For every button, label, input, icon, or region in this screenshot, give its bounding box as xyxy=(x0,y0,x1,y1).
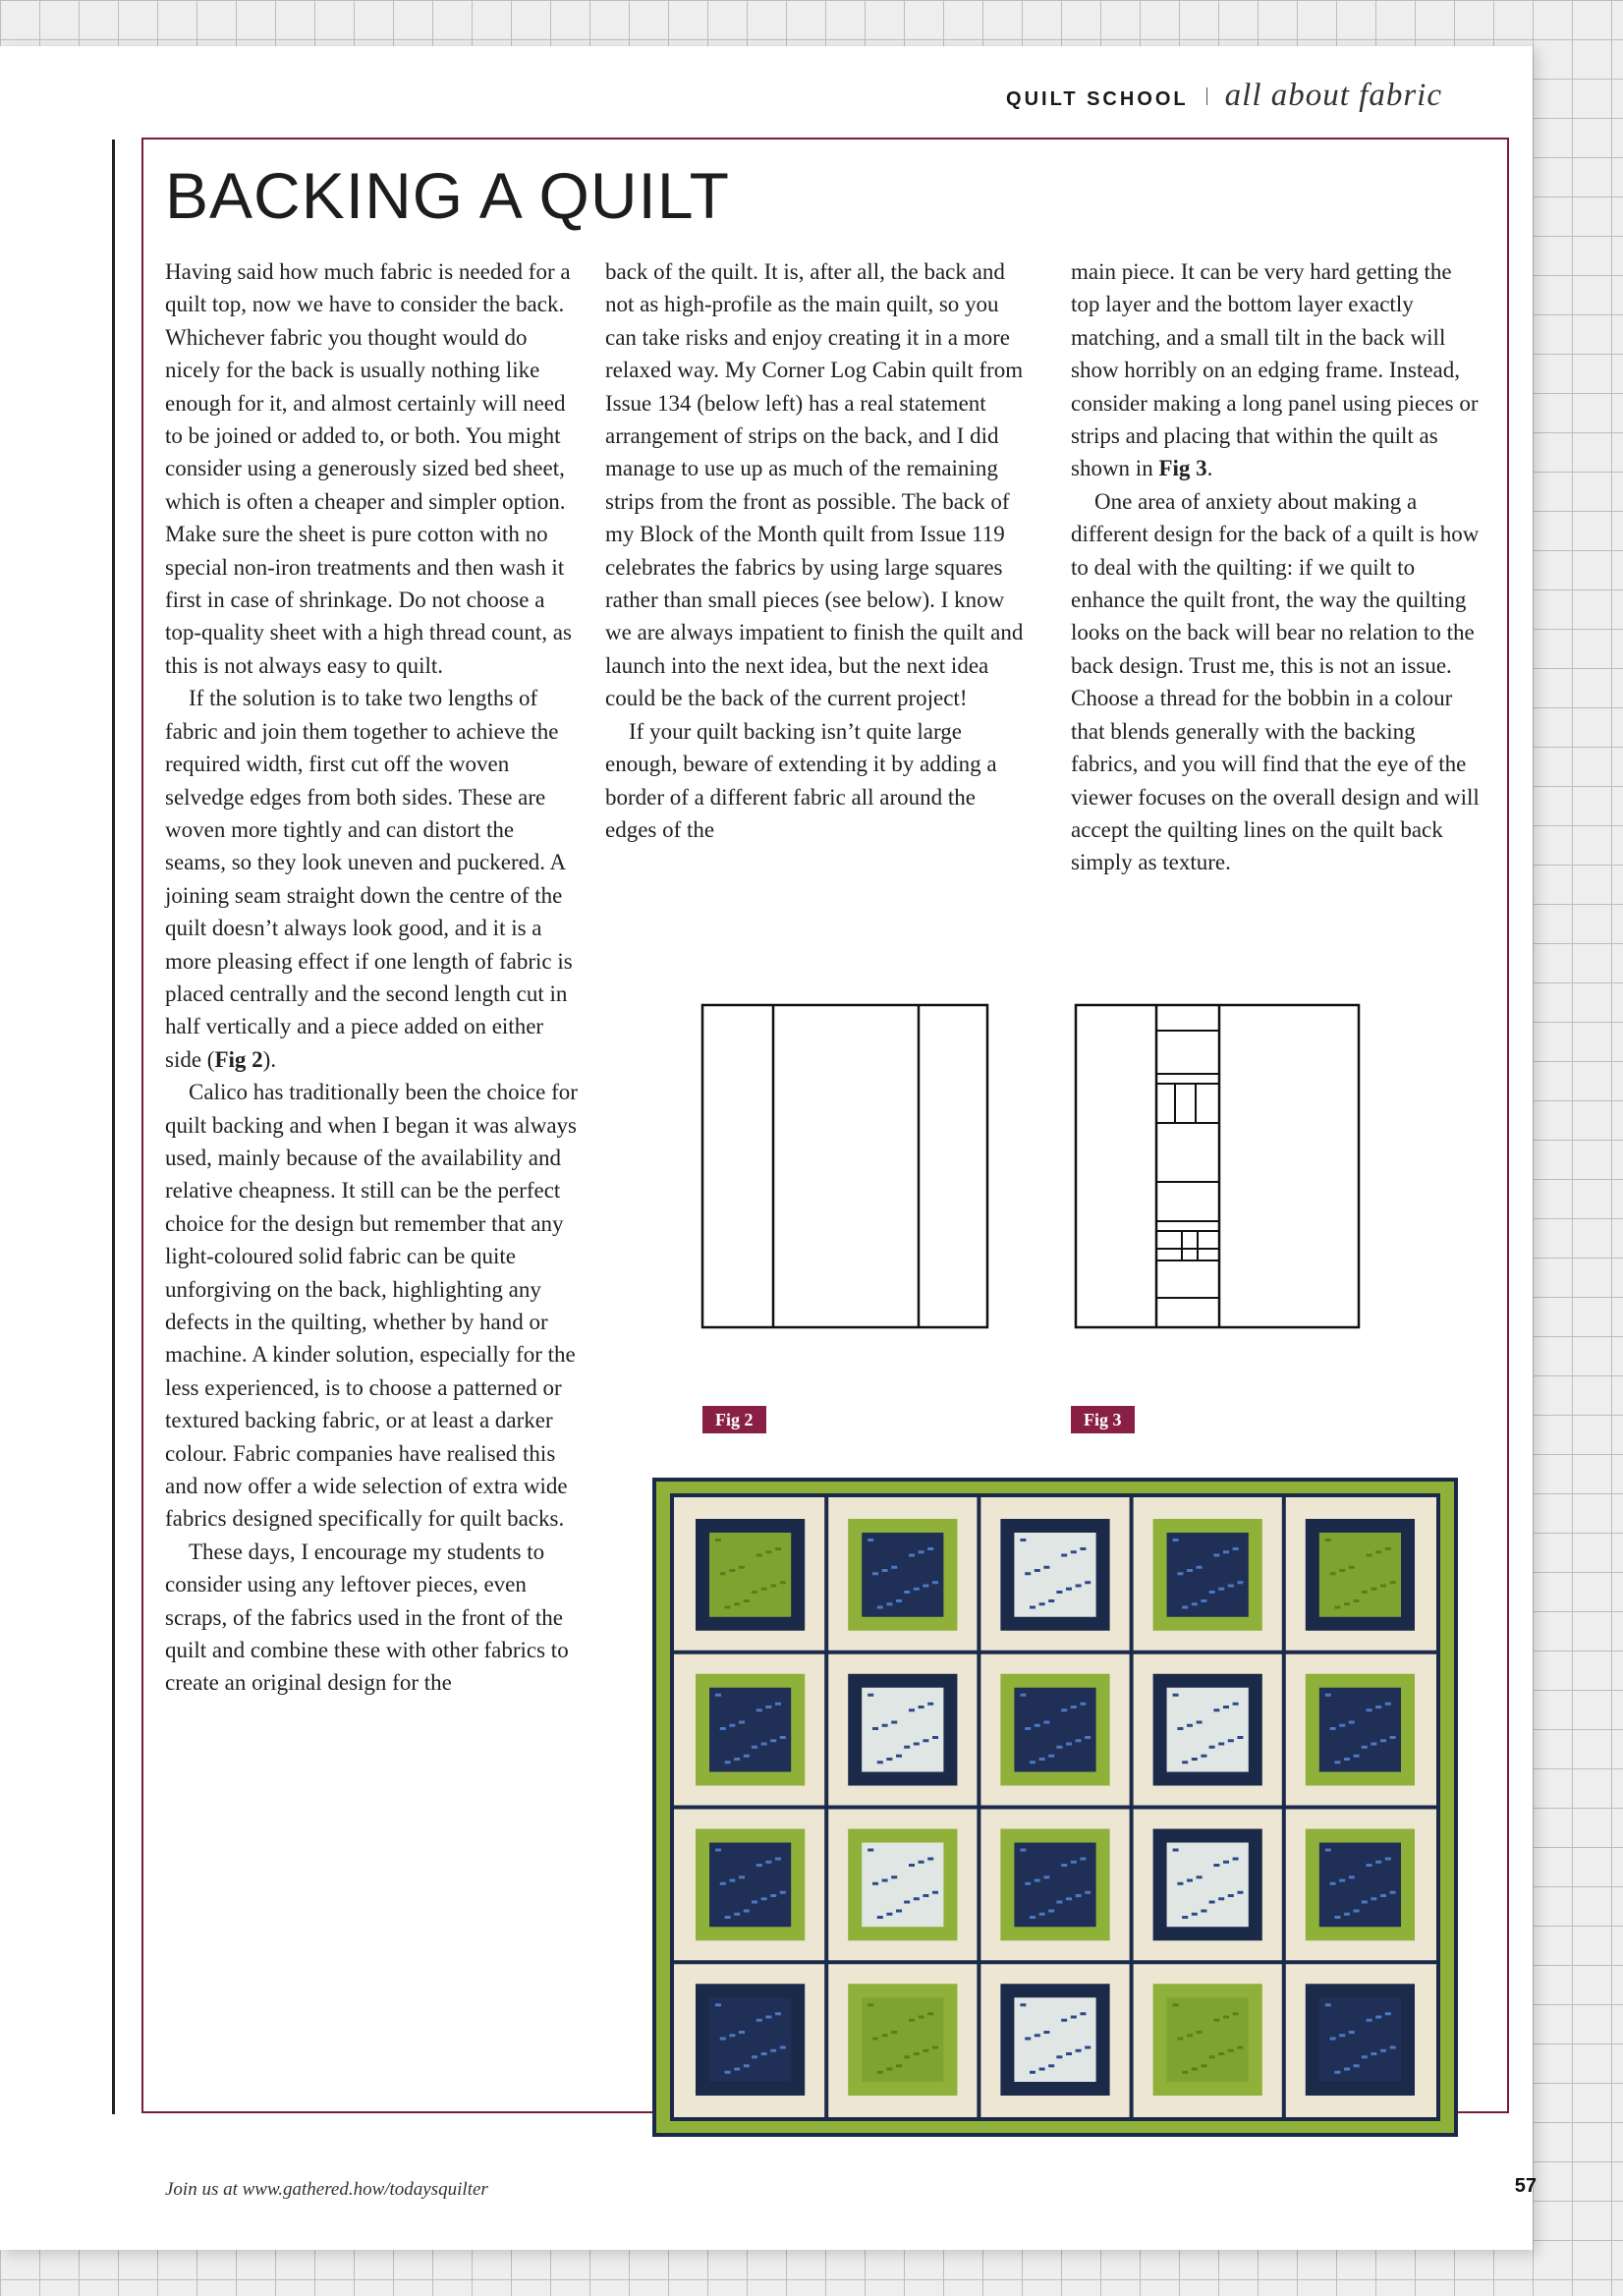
footer-tagline: Join us at www.gathered.how/todaysquilter xyxy=(165,2179,488,2200)
text-column-3 xyxy=(1071,255,1483,879)
left-margin-rule xyxy=(112,140,115,2114)
paragraph: Having said how much fabric is needed for a quilt top, now we have to consider the back. Whichever fabric you thought would do nicely for the back is usually nothing like enough for it, and almost certainly will need to be joined or added to, or both. You might consider using a generously sized bed sheet, which is often a cheaper and simpler option. Make sure the sheet is pure cotton with no special non-iron treatments and then wash it first in case of shrinkage. Do not choose a top-quality sheet with a high thread count, as this is not always easy to quilt. xyxy=(165,259,572,678)
paragraph: If the solution is to take two lengths of fabric and join them together to achieve the required width, first cut off the woven selvedge edges from both sides. These are woven more tightly and can distort the seams, so they look uneven and puckered. A joining seam straight down the centre of the quilt doesn’t always look good, and it is a more pleasing effect if one length of fabric is placed centrally and the second length cut in half vertically and a piece added on either side (Fig 2). xyxy=(165,686,573,1072)
paragraph: Calico has traditionally been the choice for quilt backing and when I began it was always used, mainly because of the availability and relative cheapness. It still can be the perfect choice for the design but remember that any light-coloured solid fabric can be quite unforgiving on the back, highlighting any defects in the quilting, whether by hand or machine. A kinder solution, especially for the less experienced, is to choose a patterned or textured backing fabric, or at least a darker colour. Fabric companies have realised this and now offer a wide selection of extra wide fabrics designed specifically for quilt backs. xyxy=(165,1080,578,1532)
fig-2-label: Fig 2 xyxy=(702,1406,766,1433)
fig-2-diagram xyxy=(700,1003,989,1329)
quilt-sashing-line xyxy=(674,1960,1436,1964)
quilt-back-photo xyxy=(652,1478,1458,2137)
page-number: 57 xyxy=(1514,2175,1537,2197)
paragraph: If your quilt backing isn’t quite large enough, beware of extending it by adding a border of a different fabric all around the edges of the xyxy=(605,718,997,842)
fig-3-diagram xyxy=(1074,1003,1361,1329)
quilt-sashing-line xyxy=(674,1651,1436,1654)
text-column-1 xyxy=(165,255,578,1700)
fig-3-label: Fig 3 xyxy=(1071,1406,1135,1433)
paragraph: These days, I encourage my students to consider using any leftover pieces, even scraps, of the fabrics used in the front of the quilt and combine these with other fabrics to create an original design for the xyxy=(165,1539,569,1696)
section-topic: all about fabric xyxy=(1224,78,1442,113)
section-name: QUILT SCHOOL xyxy=(1006,88,1189,110)
fig-3-reference: Fig 3 xyxy=(1158,456,1207,481)
paragraph: back of the quilt. It is, after all, the back and not as high-profile as the main quilt, so you can take risks and enjoy creating it in a more relaxed way. My Corner Log Cabin quilt from Issue 134 (below left) has a real statement arrangement of strips on the back, and I did manage to use up as much of the remaining strips from the front as possible. The back of my Block of the Month quilt from Issue 119 celebrates the fabrics by using large squares rather than small pieces (see below). I know we are always impatient to finish the quilt and launch into the next idea, but the next idea could be the back of the current project! xyxy=(605,259,1024,711)
paragraph: One area of anxiety about making a different design for the back of a quilt is how to deal with the quilting: if we quilt to enhance the quilt front, the way the quilting looks on the back will bear no relation to the back design. Trust me, this is not an issue. Choose a thread for the bobbin in a colour that blends generally with the backing fabrics, and you will find that the eye of the viewer focuses on the overall design and will accept the quilting lines on the quilt back simply as texture. xyxy=(1071,488,1480,875)
quilt-illustration xyxy=(652,1478,1458,2137)
article-title: BACKING A QUILT xyxy=(165,159,730,232)
text-column-2 xyxy=(605,255,1024,846)
fig-2-reference: Fig 2 xyxy=(214,1046,263,1072)
header-divider xyxy=(1206,87,1207,105)
quilt-sashing-line xyxy=(674,1806,1436,1810)
running-header xyxy=(1006,78,1442,114)
paragraph: main piece. It can be very hard getting the top layer and the bottom layer exactly matching, and a small tilt in the back will show horribly on an edging frame. Instead, consider making a long panel using pieces or strips and placing that within the quilt as shown in Fig 3. xyxy=(1071,259,1479,481)
